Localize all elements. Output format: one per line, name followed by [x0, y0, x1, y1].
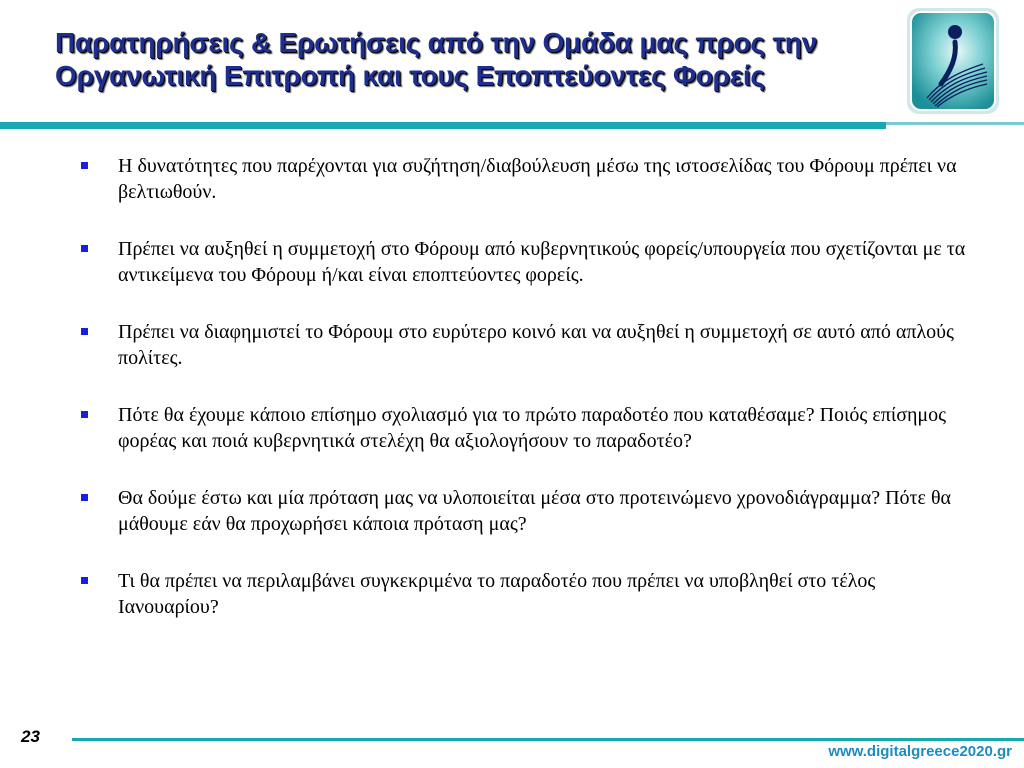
bullet-item: [80, 319, 980, 371]
bullet-list: [80, 153, 980, 651]
square-bullet-icon: [81, 411, 88, 418]
bullet-text: Τι θα πρέπει να περιλαμβάνει συγκεκριμένα το παραδοτέο που πρέπει να υποβληθεί στο τέλος Ιανουαρίου?: [118, 570, 876, 618]
bullet-text: Πότε θα έχουμε κάποιο επίσημο σχολιασμό για το πρώτο παραδοτέο που καταθέσαμε? Ποιός επίσημος φορέας και ποιά κυβερνητικά στελέχη θα αξιολογήσουν το παραδοτέο?: [118, 404, 947, 452]
bullet-item: [80, 568, 980, 620]
square-bullet-icon: [81, 328, 88, 335]
square-bullet-icon: [81, 577, 88, 584]
square-bullet-icon: [81, 162, 88, 169]
bullet-item: [80, 153, 980, 205]
bullet-text: Πρέπει να αυξηθεί η συμμετοχή στο Φόρουμ από κυβερνητικούς φορείς/υπουργεία που σχετίζονται με τα αντικείμενα του Φόρουμ ή/και είναι εποπτεύοντες φορείς.: [118, 238, 966, 286]
footer-divider: [72, 738, 1024, 741]
bullet-item: [80, 236, 980, 288]
digital-greece-logo-icon: [897, 2, 1009, 122]
footer-url: www.digitalgreece2020.gr: [828, 743, 1012, 760]
square-bullet-icon: [81, 245, 88, 252]
title-divider-right: [886, 122, 1024, 125]
bullet-text: Πρέπει να διαφημιστεί το Φόρουμ στο ευρύτερο κοινό και να αυξηθεί η συμμετοχή σε αυτό από απλούς πολίτες.: [118, 321, 954, 369]
bullet-item: [80, 485, 980, 537]
bullet-text: Θα δούμε έστω και μία πρόταση μας να υλοποιείται μέσα στο προτεινώμενο χρονοδιάγραμμα? Πότε θα μάθουμε εάν θα προχωρήσει κάποια πρόταση μας?: [118, 487, 952, 535]
page-number: 23: [21, 727, 40, 746]
bullet-item: [80, 402, 980, 454]
square-bullet-icon: [81, 494, 88, 501]
bullet-text: Η δυνατότητες που παρέχονται για συζήτηση/διαβούλευση μέσω της ιστοσελίδας του Φόρουμ πρέπει να βελτιωθούν.: [118, 155, 957, 203]
slide-title: Παρατηρήσεις & Ερωτήσεις από την Ομάδα μας προς την Οργανωτική Επιτροπή και τους Εποπτεύοντες Φορείς: [55, 27, 818, 91]
title-divider: [0, 122, 886, 129]
